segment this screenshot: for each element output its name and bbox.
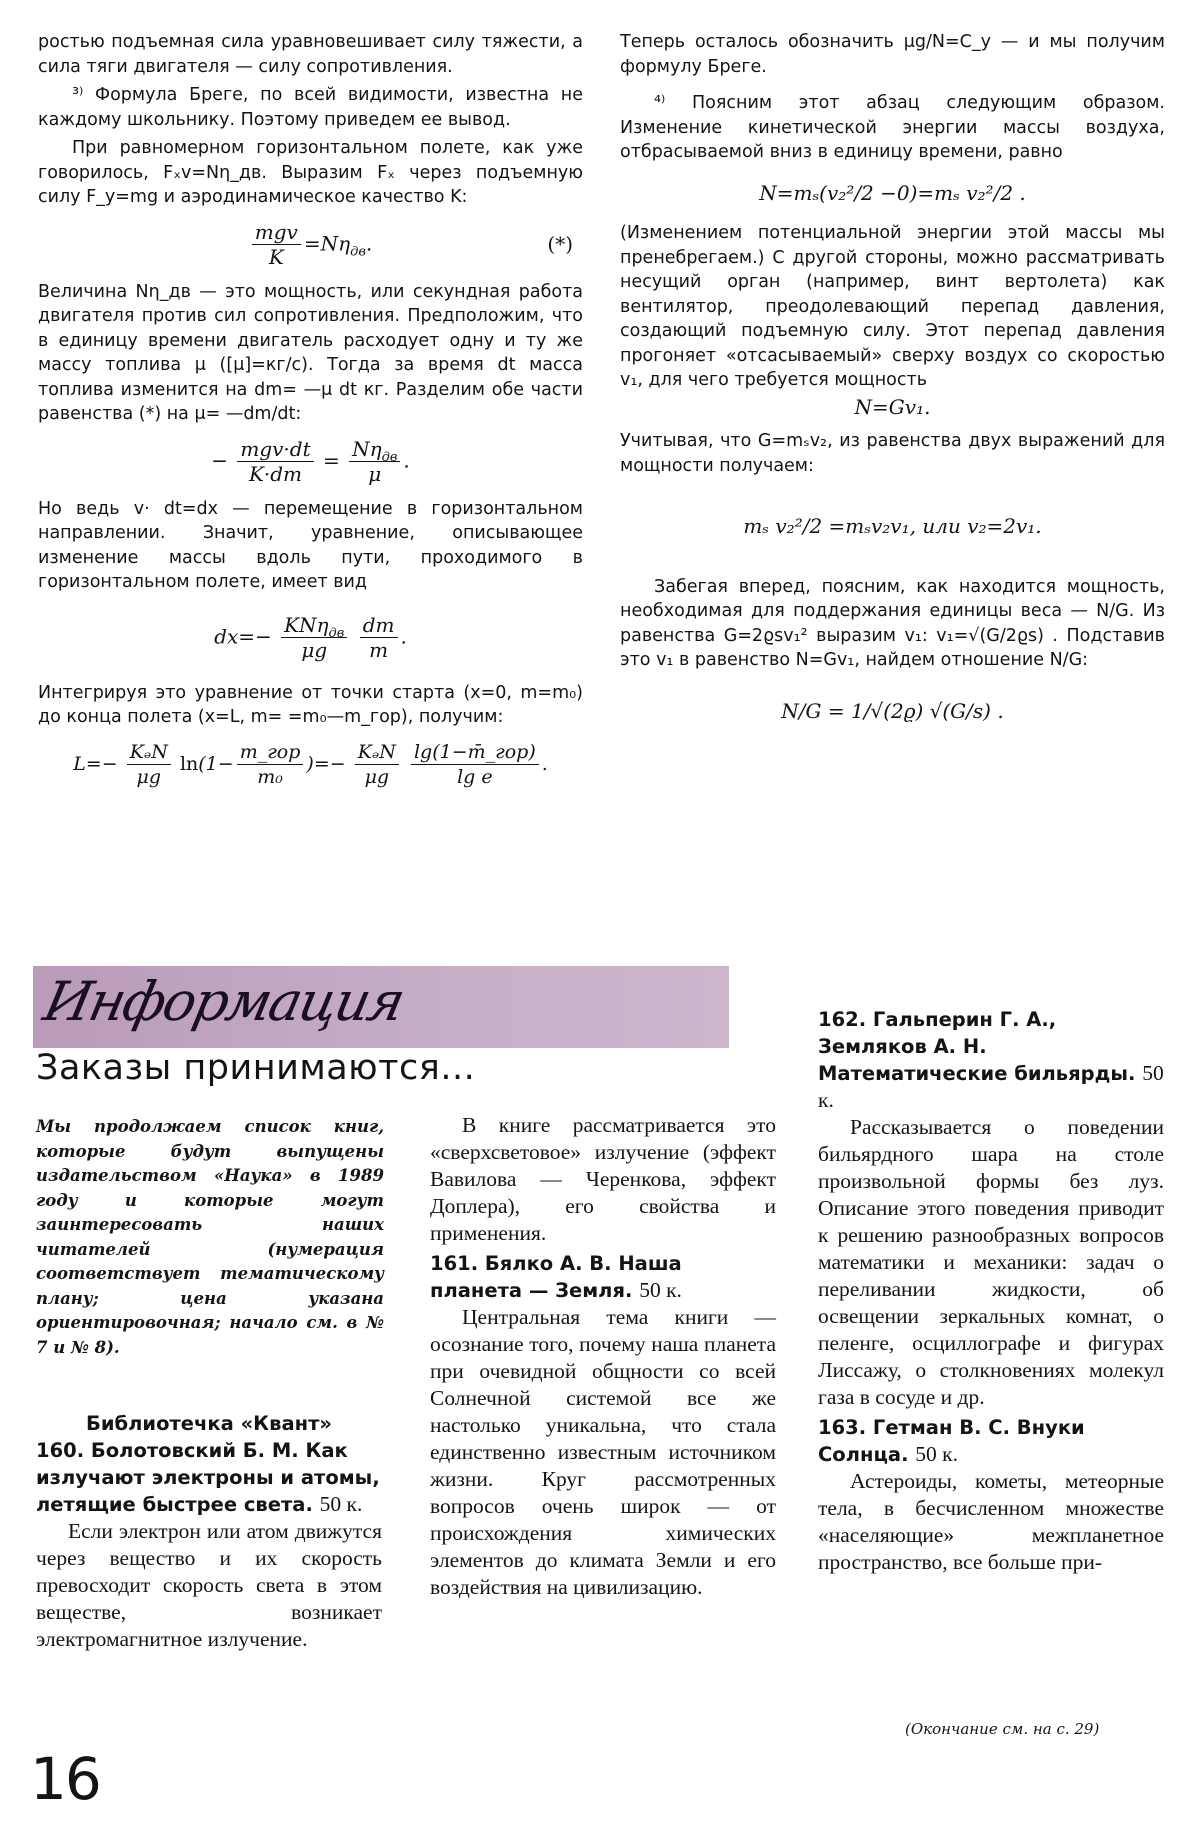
eq3-sub: дв [328,625,345,641]
paragraph: (Изменением потенциальной энергии этой массы мы пренебрегаем.) С другой стороны, можно рассматривать несущий орган (например, винт вертолета) как вентилятор, преодолевающий перепад давления, создающий подъемную силу. Этот перепад давления прогоняет «отсасываемый» сверху воздух со скоростью v₁, для чего требуется мощность [620,223,1165,390]
eq1-numerator: mgv [252,220,301,246]
paragraph: Но ведь v· dt=dx — перемещение в горизонтальном направлении. Значит, уравнение, описывающее изменение массы вдоль пути, проходимого в горизонтальном полете, имеет вид [38,498,583,592]
eq1-tag: (*) [547,231,573,256]
eq4-ln: ln [179,752,199,775]
eq4-mid: )=− [306,752,346,775]
paragraph: При равномерном горизонтальном полете, как уже говорилось, Fₓv=Nη_дв. Выразим Fₓ через подъемную силу F_y=mg и аэродинамическое качество K: [38,138,583,207]
footnote-3: ³⁾ Формула Бреге, по всей видимости, известна не каждому школьнику. Поэтому приведем ее вывод. [38,85,583,130]
eq2-numerator-1: mgv·dt [237,437,313,463]
eq2-minus: − [211,448,228,472]
eq1-denominator: K [268,245,284,269]
paragraph: Забегая вперед, поясним, как находится мощность, необходимая для поддержания единицы веса — N/G. Из равенства G=2ϱsv₁² выразим v₁: v₁=√(G/2ϱs) . Подставив это v₁ в равенство N=Gv₁, найдем отношение N/G: [620,576,1165,670]
book-162-text: Рассказывается о поведении бильярдного шара на столе произвольной формы без луз. Описание этого поведения приводит к решению разнообразных вопросов математики и механики: задач о переливании жидкости, об освещении зеркальных комнат, о пеленге, осциллографе и фигурах Лиссажу, о столкновениях молекул газа в сосуде и др. [818,1115,1164,1409]
book-160-title [36,1437,382,1518]
eq4-numerator-3: KₔN [355,740,399,766]
eq3-denominator-2: m [369,638,389,662]
eq3-numerator: KNη [284,612,329,637]
paragraph: Теперь осталось обозначить μg/N=C_y — и мы получим формулу Бреге. [620,32,1165,77]
eq4-inner-denominator: m₀ [257,766,283,788]
eq2-denominator-2: μ [368,462,382,486]
book-162-heading: 162. Гальперин Г. А., Земляков А. Н. Математические бильярды. [818,1008,1136,1085]
eq4-denominator-1: μg [136,766,162,788]
banner-title: Информация [38,970,409,1033]
equation-7: mₛ v₂²/2 =mₛv₂v₁, или v₂=2v₁. [743,514,1042,538]
eq4-numerator-1: KₔN [127,740,171,766]
paragraph: Величина Nη_дв — это мощность, или секундная работа двигателя против сил сопротивления. Предположим, что в единицу времени двигатель расходует одну и ту же массу топлива μ ([μ]=кг/с). Тогда за время dt масса топлива изменится на dm= —μ dt кг. Разделим обе части равенства (*) на μ= —dm/dt: [38,281,583,424]
eq4-denominator-3: μg [364,766,390,788]
book-162-price: 50 к. [818,1061,1164,1112]
section-title: Заказы принимаются... [36,1048,476,1088]
equation-3: dx=− $\frac{KN\eta_{дв}}{\mu g}$ $\frac{dm}{m}$ . [214,612,407,662]
eq2-denominator-1: K·dm [248,462,303,486]
continued-note: (Окончание см. на с. 29) [905,1720,1100,1738]
paragraph: ростью подъемная сила уравновешивает силу тяжести, а сила тяги двигателя — силу сопротивления. [38,32,583,77]
info-banner [33,966,729,1048]
equation-6: N=Gv₁. [854,394,931,419]
equation-5: N=mₛ(v₂²/2 −0)=mₛ v₂²/2 . [759,180,1026,205]
book-161-title [430,1250,776,1304]
book-163-title [818,1414,1164,1468]
book-163-text: Астероиды, кометы, метеорные тела, в бесчисленном множестве «населяющие» межпланетное пространство, все больше при- [818,1469,1164,1574]
book-163-price: 50 к. [915,1442,958,1466]
eq4-numerator-4: lg(1−m̄_гор) [411,740,539,766]
paragraph: Учитывая, что G=mₛv₂, из равенства двух выражений для мощности получаем: [620,431,1165,476]
equation-star: $\frac{\text{mgv}}{K}$ $=N\eta_{дв}$. (*) [38,220,583,270]
eq3-denominator: μg [301,638,328,662]
eq4-denominator-4: lg e [457,766,493,788]
books-column-2 [430,1112,776,1604]
eq2-sub: дв [381,449,398,465]
eq2-equals: = [322,448,340,472]
equation-4: L=− $\frac{\text{KₔN}}{\mu g}$ ln(1− $\frac{\text{m\_гор}}{\text{m₀}}$ )=− $\frac{\text{KₔN}}{\mu g}$ $\frac{\text{lg(1−m̄\_гор)}}{\text{lg e}}$ . [73,740,548,788]
book-160-text-cont: В книге рассматривается это «сверхсветовое» излучение (эффект Вавилова — Черенкова, эффект Доплера), его свойства и применения. [430,1113,776,1245]
book-161-price: 50 к. [639,1278,682,1302]
book-160-heading: 160. Болотовский Б. М. Как излучают электроны и атомы, летящие быстрее света. [36,1439,380,1516]
section-intro: Мы продолжаем список книг, которые будут выпущены издательством «Наука» в 1989 году и которые могут заинтересовать наших читателей (нумерация соответствует тематическому плану; цена указана ориентировочная; начало см. в № 7 и № 8). [36,1117,384,1357]
books-column-1 [36,1410,382,1656]
eq4-inner-numerator: m_гор [237,740,304,766]
paragraph: Интегрируя это уравнение от точки старта (x=0, m=m₀) до конца полета (x=L, m= =m₀—m_гор), получим: [38,682,583,727]
eq1-sub: дв [350,244,366,259]
page-number: 16 [30,1745,100,1813]
book-162-title [818,1006,1164,1114]
right-column [620,30,1165,749]
eq3-lhs: dx=− [214,624,272,648]
eq3-numerator-2: dm [360,613,398,639]
books-column-3 [818,1006,1164,1579]
book-160-text: Если электрон или атом движутся через вещество и их скорость превосходит скорость света в этом веществе, возникает электромагнитное излучение. [36,1519,382,1651]
book-161-text: Центральная тема книги — осознание того, почему наша планета при очевидной общности со всей Солнечной системой все же настолько уникальна, что стала единственно известным источником жизни. Круг рассмотренных вопросов очень широк — от происхождения химических элементов до климата Земли и его воздействия на цивилизацию. [430,1305,776,1599]
eq4-lhs: L=− [73,752,118,775]
eq1-rhs: =Nη [303,231,351,255]
book-163-heading: 163. Гетман В. С. Внуки Солнца. [818,1416,1085,1466]
series-name: Библиотечка «Квант» [86,1412,332,1435]
equation-2: − $\frac{\text{mgv·dt}}{K\cdot dm}$ = $\frac{N\eta_{дв}}{\mu}$ . [211,436,410,486]
book-161-heading: 161. Бялко А. В. Наша планета — Земля. [430,1252,682,1302]
equation-8: N/G = 1/√(2ϱ) √(G/s) . [781,698,1004,723]
left-column [38,30,583,800]
footnote-4: ⁴⁾ Поясним этот абзац следующим образом. Изменение кинетической энергии массы воздуха, отбрасываемой вниз в единицу времени, равно [620,93,1165,162]
eq2-numerator-2: Nη [352,436,382,461]
book-160-price: 50 к. [319,1492,363,1516]
